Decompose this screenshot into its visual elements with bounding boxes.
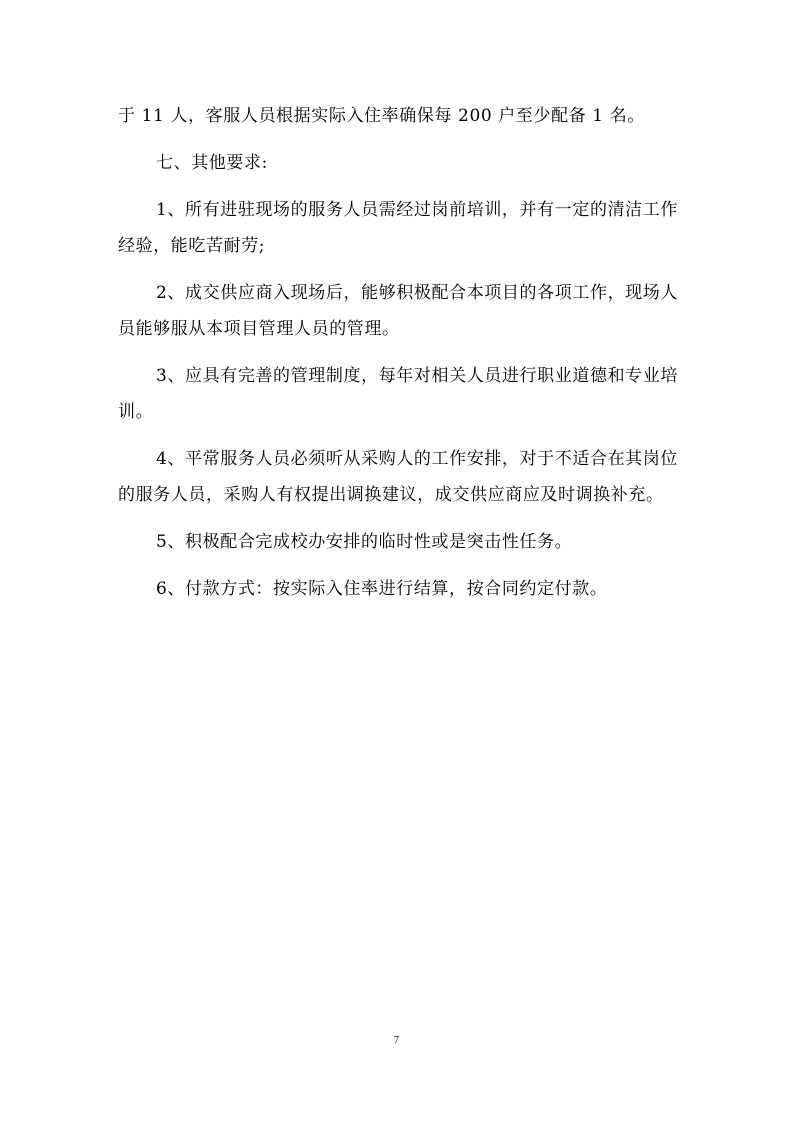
requirement-item-6: 6、付款方式：按实际入住率进行结算，按合同约定付款。 xyxy=(156,579,608,599)
requirement-item-4: 4、平常服务人员必须听从采购人的工作安排，对于不适合在其岗位的服务人员，采购人有权提出调换建议，成交供应商应及时调换补充。 xyxy=(118,449,678,505)
requirement-item-3: 3、应具有完善的管理制度，每年对相关人员进行职业道德和专业培训。 xyxy=(118,366,678,422)
requirement-item-1: 1、所有进驻现场的服务人员需经过岗前培训，并有一定的清洁工作经验，能吃苦耐劳; xyxy=(118,200,678,256)
section-heading-other-requirements: 七、其他要求: xyxy=(156,153,268,173)
document-body xyxy=(118,98,678,618)
paragraph-staffing-continuation: 于 11 人，客服人员根据实际入住率确保每 200 户至少配备 1 名。 xyxy=(118,106,645,126)
requirement-item-2: 2、成交供应商入现场后，能够积极配合本项目的各项工作，现场人员能够服从本项目管理人员的管理。 xyxy=(118,283,678,339)
requirement-item-5: 5、积极配合完成校办安排的临时性或是突击性任务。 xyxy=(156,532,573,552)
page-number: 7 xyxy=(394,1035,399,1046)
